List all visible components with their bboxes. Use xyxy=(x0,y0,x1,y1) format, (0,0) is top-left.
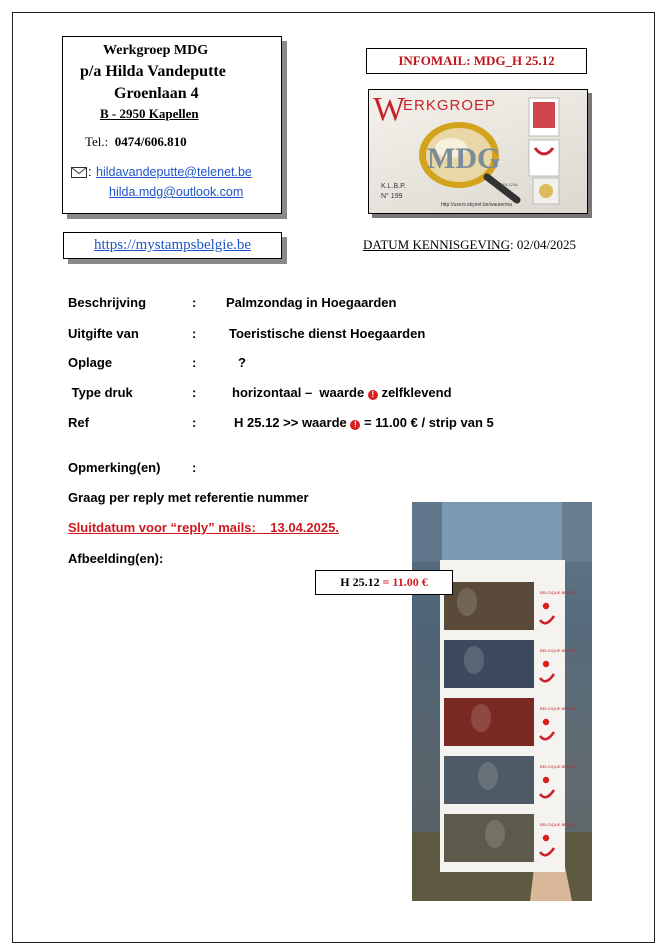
detail-colon: : xyxy=(192,385,197,400)
sender-name: p/a Hilda Vandeputte xyxy=(80,63,226,80)
logo-tiny-text: IAFA 1216 xyxy=(499,182,518,187)
price-value: 11.00 € xyxy=(392,575,428,589)
detail-label-beschrijving: Beschrijving xyxy=(68,295,147,310)
email-link-primary[interactable]: hildavandeputte@telenet.be xyxy=(96,165,252,179)
afbeelding-label: Afbeelding(en): xyxy=(68,551,164,566)
type-druk-part-b: zelfklevend xyxy=(381,385,452,400)
stamp-scene-highlight xyxy=(471,704,491,732)
detail-colon: : xyxy=(192,295,197,310)
detail-label-ref: Ref xyxy=(68,415,89,430)
sender-city: B - 2950 Kapellen xyxy=(100,106,199,121)
detail-value-uitgifte: Toeristische dienst Hoegaarden xyxy=(229,326,426,341)
notification-date xyxy=(363,237,576,253)
opmerking-colon: : xyxy=(192,460,197,475)
stamp-value-badge-icon xyxy=(543,777,549,783)
price-eq: = xyxy=(379,575,393,589)
datum-label: DATUM KENNISGEVING xyxy=(363,237,510,252)
detail-colon: : xyxy=(192,415,197,430)
logo-word: ERKGROEP xyxy=(403,97,497,114)
datum-value: : 02/04/2025 xyxy=(509,237,577,252)
type-druk-part-a: horizontaal – waarde xyxy=(232,385,365,400)
opmerking-label: Opmerking(en) xyxy=(68,460,161,475)
stamp-strip-photo xyxy=(412,502,592,901)
reply-note: Graag per reply met referentie nummer xyxy=(68,490,309,505)
stamp-scene-highlight xyxy=(464,646,484,674)
detail-value-beschrijving: Palmzondag in Hoegaarden xyxy=(226,295,397,310)
infomail-reference: INFOMAIL: MDG_H 25.12 xyxy=(366,48,587,74)
phone-number: 0474/606.810 xyxy=(114,134,187,149)
website-link[interactable]: https://mystampsbelgie.be xyxy=(63,232,282,259)
exclamation-badge-icon: ! xyxy=(350,420,360,430)
stamp-scene xyxy=(444,640,534,688)
logo-letters: MDG xyxy=(427,142,501,175)
stamp-value-badge-icon xyxy=(543,719,549,725)
stamp-country-text: BELGIQUE BELGIË xyxy=(540,706,577,711)
mail-colon: : xyxy=(88,164,92,179)
logo-club: K.L.B.P. xyxy=(381,183,406,190)
werkgroep-mdg-logo xyxy=(368,89,588,214)
logo-initial: W xyxy=(373,91,406,128)
detail-label-oplage: Oplage xyxy=(68,355,113,370)
stamp-value-badge-icon xyxy=(543,603,549,609)
stamp-country-text: BELGIQUE BELGIË xyxy=(540,822,577,827)
stamp-scene-highlight xyxy=(485,820,505,848)
detail-label-type-druk: Type druk xyxy=(68,385,133,400)
reply-deadline: Sluitdatum voor “reply” mails: 13.04.2025. xyxy=(68,520,339,535)
stamp-value-badge-icon xyxy=(543,661,549,667)
logo-number: N° 199 xyxy=(381,193,403,200)
ref-part-a: H 25.12 >> waarde xyxy=(234,415,347,430)
detail-value-type-druk xyxy=(232,385,452,400)
stamp-country-text: BELGIQUE BELGIË xyxy=(540,590,577,595)
email-link-secondary[interactable]: hilda.mdg@outlook.com xyxy=(109,185,244,199)
detail-value-ref xyxy=(234,415,494,430)
detail-value-oplage: ? xyxy=(238,355,246,370)
phone-label: Tel.: xyxy=(85,134,109,149)
envelope-icon xyxy=(71,167,87,178)
stamp-scene-highlight xyxy=(457,588,477,616)
logo-url: http://users.skynet.be/wauterma xyxy=(441,202,512,208)
detail-colon: : xyxy=(192,355,197,370)
stamp-country-text: BELGIQUE BELGIË xyxy=(540,764,577,769)
sender-address-box xyxy=(62,36,282,214)
stamp-country-text: BELGIQUE BELGIË xyxy=(540,648,577,653)
sender-street: Groenlaan 4 xyxy=(114,85,199,102)
sender-org: Werkgroep MDG xyxy=(103,43,209,58)
exclamation-badge-icon: ! xyxy=(368,390,378,400)
stamp-scene-highlight xyxy=(478,762,498,790)
detail-colon: : xyxy=(192,326,197,341)
detail-label-uitgifte: Uitgifte van xyxy=(68,326,139,341)
price-ref: H 25.12 xyxy=(340,575,380,589)
stamp-value-badge-icon xyxy=(543,835,549,841)
sender-phone xyxy=(85,134,187,150)
ref-part-b: = 11.00 € / strip van 5 xyxy=(364,415,494,430)
price-label-box xyxy=(315,570,453,595)
